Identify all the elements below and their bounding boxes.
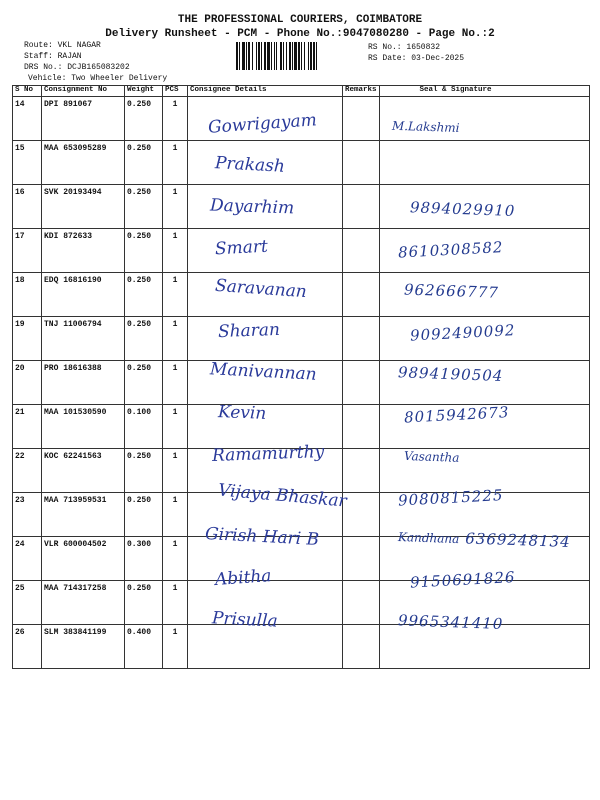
cell-consignment-no: VLR 600004502 (42, 537, 125, 581)
cell-weight: 0.250 (125, 229, 163, 273)
cell-sno: 24 (13, 537, 42, 581)
table-header-row (13, 86, 590, 97)
handwritten-consignee-name: Girish Hari B (204, 524, 320, 550)
cell-consignment-no: DPI 891067 (42, 97, 125, 141)
cell-sno: 26 (13, 625, 42, 669)
col-pcs: PCS (163, 86, 188, 97)
cell-weight: 0.300 (125, 537, 163, 581)
cell-remarks (343, 273, 380, 317)
handwritten-consignee-name: Saravanan (214, 276, 308, 303)
cell-weight: 0.100 (125, 405, 163, 449)
cell-pcs: 1 (163, 97, 188, 141)
cell-remarks (343, 141, 380, 185)
handwritten-consignee-name: Manivannan (209, 359, 318, 385)
cell-sno: 20 (13, 361, 42, 405)
signature-phone: 8015942673 (403, 403, 510, 427)
barcode-bar (298, 42, 300, 70)
signature-phone: 962666777 (403, 280, 500, 302)
signature-phone: 9150691826 (409, 568, 516, 592)
barcode-bar (236, 42, 238, 70)
signature-phone: 6369248134 (464, 529, 571, 552)
rs-details (368, 42, 464, 64)
cell-consignment-no: MAA 713959531 (42, 493, 125, 537)
handwritten-signature (404, 197, 516, 220)
cell-pcs: 1 (163, 449, 188, 493)
handwritten-consignee-name: Vijaya Bhaskar (217, 480, 348, 512)
handwritten-signature (404, 445, 466, 466)
cell-sno: 22 (13, 449, 42, 493)
barcode-bar (301, 42, 302, 70)
cell-pcs: 1 (163, 229, 188, 273)
rs-date: RS Date: 03-Dec-2025 (368, 54, 465, 63)
col-remarks: Remarks (343, 86, 380, 97)
vehicle-text: Vehicle: Two Wheeler Delivery (28, 74, 168, 83)
cell-consignment-no: SLM 383841199 (42, 625, 125, 669)
cell-pcs: 1 (163, 405, 188, 449)
barcode (236, 42, 364, 70)
signature-name: M.Lakshmi (391, 118, 460, 136)
drs-text: DRS No.: DCJB165083202 (24, 63, 130, 72)
handwritten-signature (398, 279, 500, 302)
cell-sno: 25 (13, 581, 42, 625)
signature-name (392, 247, 393, 261)
cell-pcs: 1 (163, 493, 188, 537)
barcode-bar (308, 42, 309, 70)
cell-pcs: 1 (163, 625, 188, 669)
cell-remarks (343, 405, 380, 449)
cell-sno: 14 (13, 97, 42, 141)
cell-consignment-no: PRO 18616388 (42, 361, 125, 405)
cell-signature (379, 141, 589, 185)
barcode-bar (313, 42, 315, 70)
signature-name (404, 577, 405, 591)
signature-phone: 9092490092 (409, 320, 516, 345)
cell-consignment-no: KOC 62241563 (42, 449, 125, 493)
barcode-bar (248, 42, 250, 70)
signature-phone: 9894190504 (397, 363, 504, 385)
cell-remarks (343, 229, 380, 273)
barcode-bar (283, 42, 284, 70)
barcode-bar (276, 42, 277, 70)
cell-remarks (343, 317, 380, 361)
company-title: THE PROFESSIONAL COURIERS, COIMBATORE (177, 14, 423, 26)
barcode-bar (289, 42, 291, 70)
cell-weight: 0.250 (125, 97, 163, 141)
handwritten-consignee-name: Kevin (217, 402, 267, 424)
cell-remarks (343, 493, 380, 537)
handwritten-consignee-name: Sharan (217, 319, 281, 342)
barcode-bar (242, 42, 245, 70)
barcode-bar (310, 42, 312, 70)
col-weight: Weight (125, 86, 163, 97)
handwritten-signature (392, 610, 504, 633)
staff-text: Staff: RAJAN (24, 52, 82, 61)
table-row (13, 141, 590, 185)
cell-weight: 0.250 (125, 361, 163, 405)
cell-remarks (343, 185, 380, 229)
cell-remarks (343, 361, 380, 405)
cell-consignment-no: KDI 872633 (42, 229, 125, 273)
route-text: Route: VKL NAGAR (24, 41, 101, 50)
signature-name (398, 161, 399, 175)
cell-consignment-no: SVK 20193494 (42, 185, 125, 229)
handwritten-signature (398, 157, 405, 176)
cell-sno: 18 (13, 273, 42, 317)
cell-pcs: 1 (163, 185, 188, 229)
barcode-bar (280, 42, 282, 70)
cell-remarks (343, 537, 380, 581)
cell-weight: 0.250 (125, 581, 163, 625)
col-consignment: Consignment No (42, 86, 125, 97)
cell-remarks (343, 449, 380, 493)
cell-sno: 21 (13, 405, 42, 449)
cell-weight: 0.250 (125, 493, 163, 537)
cell-consignment-no: MAA 714317258 (42, 581, 125, 625)
barcode-bar (258, 42, 260, 70)
cell-pcs: 1 (163, 361, 188, 405)
barcode-bar (267, 42, 270, 70)
cell-consignment-no: EDQ 16816190 (42, 273, 125, 317)
signature-name: Kandhana (397, 529, 460, 547)
col-consignee: Consignee Details (188, 86, 343, 97)
cell-pcs: 1 (163, 273, 188, 317)
col-signature: Seal & Signature (379, 86, 589, 97)
signature-phone: 9965341410 (397, 610, 504, 633)
cell-weight: 0.400 (125, 625, 163, 669)
barcode-bar (274, 42, 275, 70)
signature-name (398, 412, 399, 426)
cell-pcs: 1 (163, 317, 188, 361)
route-details (24, 40, 167, 84)
cell-pcs: 1 (163, 537, 188, 581)
runsheet-subtitle: Delivery Runsheet - PCM - Phone No.:9047080280 - Page No.:2 (105, 28, 495, 40)
barcode-bar (292, 42, 293, 70)
cell-weight: 0.250 (125, 273, 163, 317)
handwritten-consignee-name: Ramamurthy (211, 442, 325, 467)
signature-phone: 9894029910 (409, 197, 516, 220)
signature-name: Vasantha (403, 449, 460, 466)
cell-weight: 0.250 (125, 317, 163, 361)
barcode-bar (256, 42, 257, 70)
rs-number: RS No.: 1650832 (368, 43, 441, 52)
cell-sno: 23 (13, 493, 42, 537)
handwritten-consignee-name: Dayarhim (209, 195, 295, 219)
col-sno: S No (13, 86, 42, 97)
cell-pcs: 1 (163, 581, 188, 625)
barcode-bar (294, 42, 297, 70)
barcode-bar (246, 42, 247, 70)
handwritten-signature (392, 115, 466, 137)
handwritten-consignee-name: Smart (214, 236, 269, 260)
cell-weight: 0.250 (125, 185, 163, 229)
cell-remarks (343, 97, 380, 141)
barcode-bar (286, 42, 287, 70)
barcode-bar (264, 42, 266, 70)
cell-remarks (343, 625, 380, 669)
barcode-bar (261, 42, 262, 70)
cell-consignment-no: TNJ 11006794 (42, 317, 125, 361)
barcode-bar (304, 42, 305, 70)
signature-name (404, 329, 405, 343)
handwritten-consignee-name: Prakash (214, 153, 286, 178)
barcode-bar (316, 42, 317, 70)
barcode-bar (252, 42, 253, 70)
barcode-bar (271, 42, 272, 70)
cell-weight: 0.250 (125, 449, 163, 493)
cell-sno: 17 (13, 229, 42, 273)
cell-consignment-no: MAA 653095289 (42, 141, 125, 185)
signature-phone: 8610308582 (397, 237, 504, 262)
handwritten-signature (392, 362, 504, 385)
cell-consignment-no: MAA 101530590 (42, 405, 125, 449)
cell-sno: 15 (13, 141, 42, 185)
cell-remarks (343, 581, 380, 625)
barcode-bar (239, 42, 240, 70)
handwritten-consignee-name: Prisulla (211, 607, 279, 632)
cell-sno: 16 (13, 185, 42, 229)
handwritten-consignee-name: Gowrigayam (207, 110, 318, 138)
cell-pcs: 1 (163, 141, 188, 185)
cell-sno: 19 (13, 317, 42, 361)
handwritten-consignee-name: Abitha (214, 566, 273, 591)
signature-name (392, 495, 393, 509)
signature-phone: 9080815225 (397, 485, 504, 510)
cell-weight: 0.250 (125, 141, 163, 185)
